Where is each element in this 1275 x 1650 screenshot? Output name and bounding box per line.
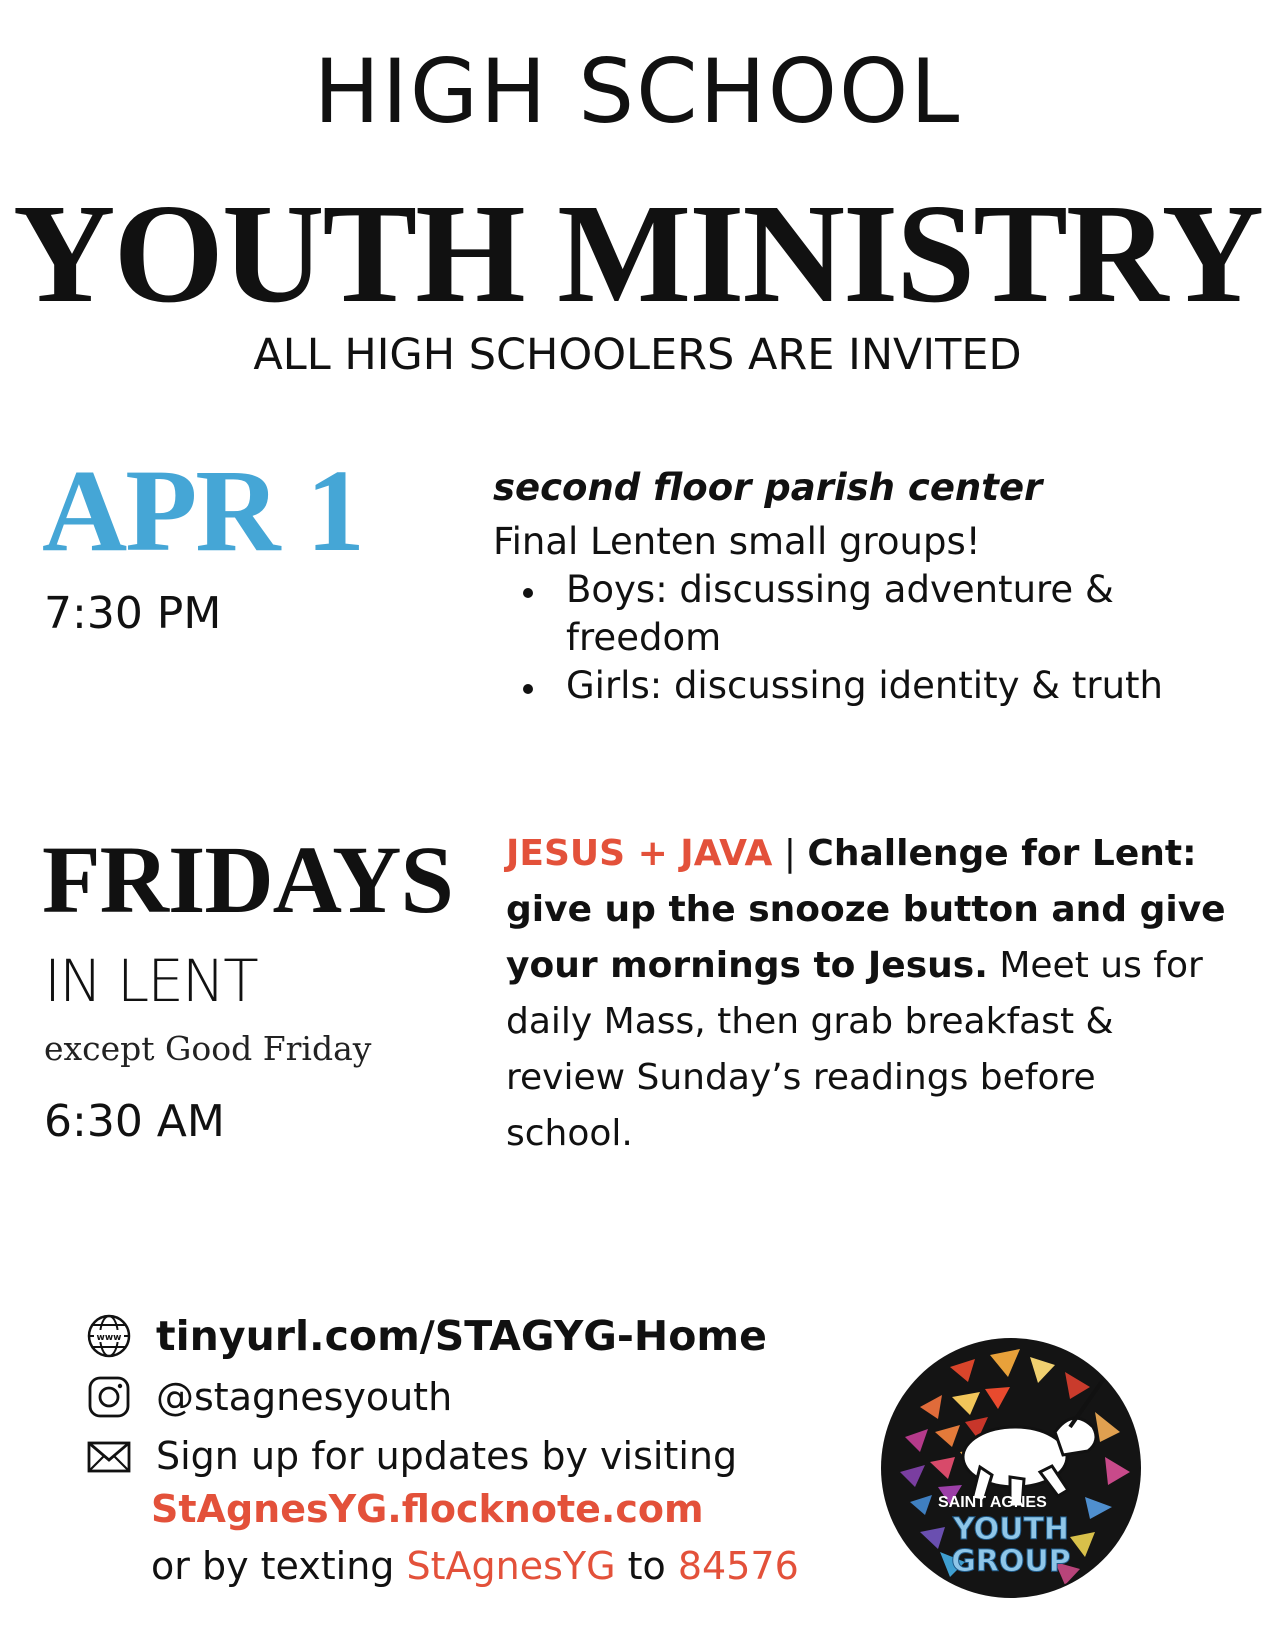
website-link[interactable]: tinyurl.com/STAGYG-Home: [156, 1311, 767, 1360]
event2-challenge: Challenge for Lent: give up the snooze button and give your mornings to Jesus.: [506, 833, 1226, 986]
event2-time: 6:30 AM: [44, 1096, 225, 1147]
texting-line: [151, 1544, 799, 1588]
text-keyword: StAgnesYG: [406, 1544, 616, 1588]
logo-text-line2: YOUTH: [952, 1512, 1070, 1547]
event1-intro: Final Lenten small groups!: [493, 520, 981, 563]
list-item: Boys: discussing adventure & freedom: [493, 566, 1193, 662]
event2-period: IN LENT: [44, 947, 257, 1015]
event1-list: [493, 566, 1193, 710]
list-item: Girls: discussing identity & truth: [493, 662, 1193, 710]
event2-day: FRIDAYS: [42, 826, 453, 933]
event2-separator: |: [772, 833, 808, 874]
instagram-icon: [86, 1374, 132, 1420]
youth-group-logo: [880, 1337, 1142, 1599]
logo-text-line3: GROUP: [951, 1544, 1071, 1579]
signup-text: Sign up for updates by visiting: [156, 1434, 738, 1478]
logo-text-line1: SAINT AGNES: [938, 1494, 1047, 1511]
text-prefix: or by texting: [151, 1544, 407, 1588]
header-high-school: HIGH SCHOOL: [313, 40, 962, 143]
event2-description: [506, 826, 1226, 1162]
svg-text:www: www: [96, 1333, 122, 1343]
event2-details: Meet us for daily Mass, then grab breakfast & review Sunday’s readings before school.: [506, 945, 1203, 1154]
mail-icon: [86, 1433, 132, 1479]
event1-location: second floor parish center: [493, 466, 1043, 509]
contact-signup-row: [86, 1433, 737, 1479]
event2-name: JESUS + JAVA: [506, 833, 773, 874]
contact-website-row: [86, 1313, 767, 1359]
flocknote-link[interactable]: StAgnesYG.flocknote.com: [151, 1487, 704, 1531]
globe-icon: [86, 1313, 132, 1359]
instagram-handle[interactable]: @stagnesyouth: [156, 1375, 453, 1419]
event1-date: APR 1: [42, 445, 364, 576]
text-number: 84576: [677, 1544, 799, 1588]
header-subtitle: ALL HIGH SCHOOLERS ARE INVITED: [253, 330, 1022, 380]
text-to: to: [615, 1544, 678, 1588]
header-title: YOUTH MINISTRY: [12, 174, 1263, 332]
event2-exception: except Good Friday: [44, 1029, 372, 1068]
contact-instagram-row: [86, 1374, 452, 1420]
event1-time: 7:30 PM: [44, 588, 222, 639]
